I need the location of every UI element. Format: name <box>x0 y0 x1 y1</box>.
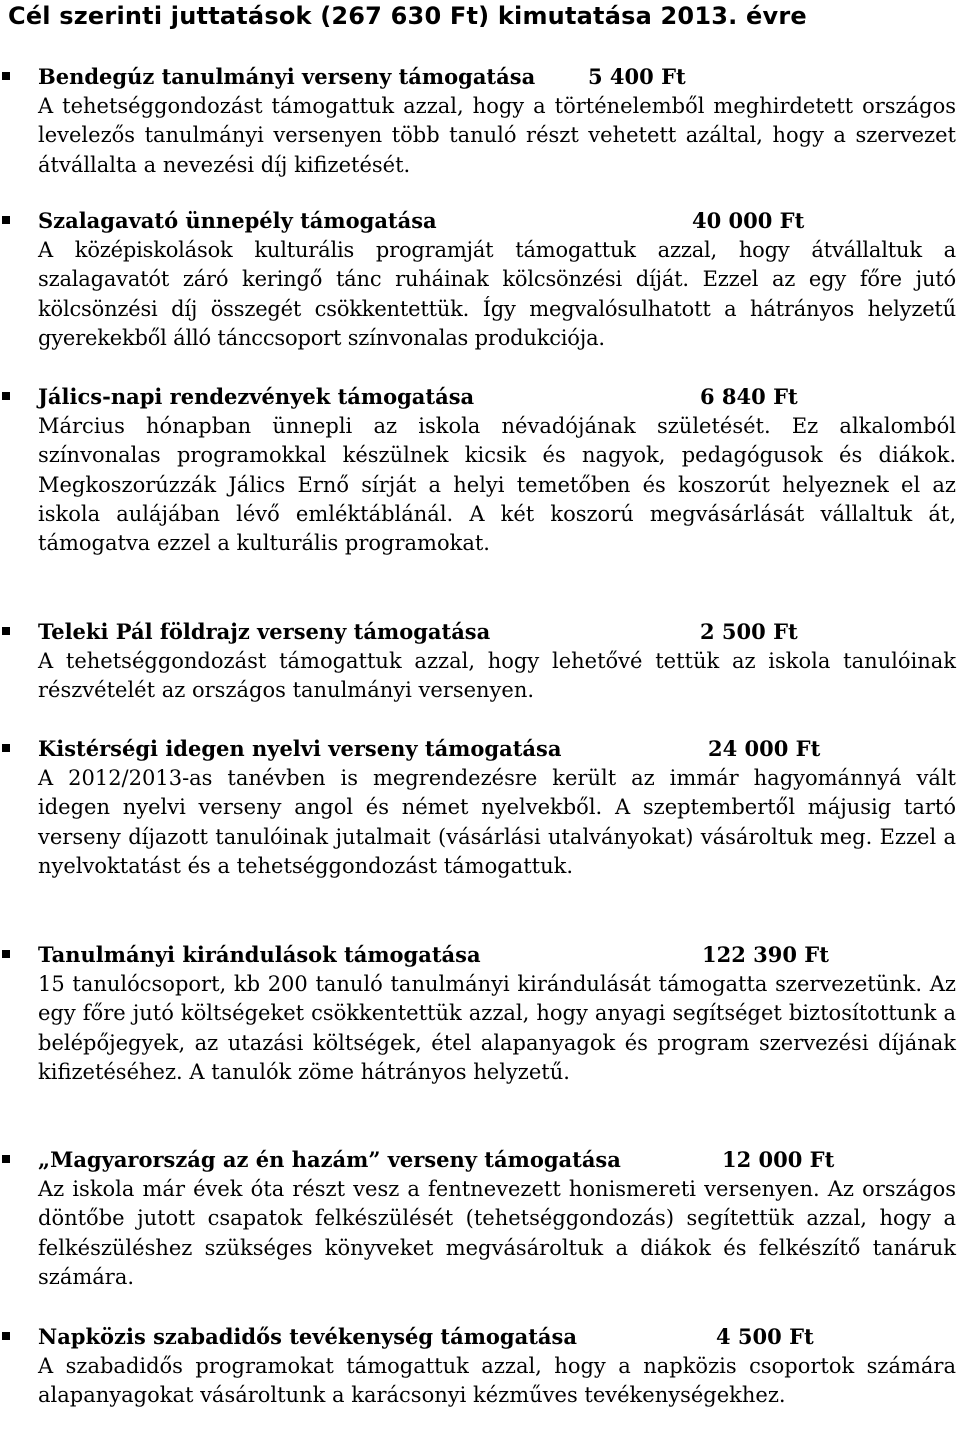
section-magyarorszag-az-en-hazam <box>0 1145 960 1292</box>
square-bullet-icon <box>2 1155 10 1163</box>
section-heading <box>0 62 960 92</box>
section-title: Napközis szabadidős tevékenység támogatása <box>38 1324 577 1349</box>
section-amount: 122 390 Ft <box>702 942 829 967</box>
section-title: Teleki Pál földrajz verseny támogatása <box>38 619 491 644</box>
section-bendeguz <box>0 62 960 180</box>
section-body: A középiskolások kulturális programját támogattuk azzal, hogy átvállaltuk a szalagavatót záró keringő tánc ruháinak kölcsönzési díját. Ezzel az egy főre jutó kölcsönzési díj összegét csökkentettük. Így megvalósulhatott a hátrányos helyzetű gyerekekből álló tánccsoport színvonalas produkciója. <box>38 238 956 350</box>
section-kistersegi-verseny <box>0 734 960 881</box>
section-body: Március hónapban ünnepli az iskola névadójának születését. Ez alkalomból színvonalas programokkal készülnek kicsik és nagyok, pedagógusok és diákok. Megkoszorúzzák Jálics Ernő sírját a helyi temetőben és koszorút helyeznek el az iskola aulájában lévő emléktáblánál. A két koszorú megvásárlását vállaltuk át, támogatva ezzel a kulturális programokat. <box>38 414 956 556</box>
section-title: Jálics-napi rendezvények támogatása <box>38 384 475 409</box>
section-szalagavato <box>0 206 960 353</box>
section-amount: 12 000 Ft <box>722 1147 835 1172</box>
section-body: 15 tanulócsoport, kb 200 tanuló tanulmányi kirándulását támogatta szervezetünk. Az egy főre jutó költségeket csökkentettük azzal, hogy anyagi segítséget biztosítottunk a belépőjegyek, az utazási költségek, étel alapanyagok és program szervezési díjának kifizetéséhez. A tanulók zöme hátrányos helyzetű. <box>38 972 956 1084</box>
section-heading <box>0 734 960 764</box>
section-heading <box>0 940 960 970</box>
section-body: A tehetséggondozást támogattuk azzal, hogy a történelemből meghirdetett országos levelezős tanulmányi versenyen több tanuló részt vehetett azáltal, hogy a szervezet átvállalta a nevezési díj kifizetését. <box>38 94 956 177</box>
square-bullet-icon <box>2 950 10 958</box>
section-body: A 2012/2013-as tanévben is megrendezésre került az immár hagyománnyá vált idegen nyelvi verseny angol és német nyelvekből. A szeptembertől májusig tartó verseny díjazott tanulóinak jutalmait (vásárlási utalványokat) vásároltuk meg. Ezzel a nyelvoktatást és a tehetséggondozást támogattuk. <box>38 766 956 878</box>
section-amount: 6 840 Ft <box>700 384 798 409</box>
section-amount: 2 500 Ft <box>700 619 798 644</box>
section-title: Tanulmányi kirándulások támogatása <box>38 942 481 967</box>
section-body: A tehetséggondozást támogattuk azzal, hogy lehetővé tettük az iskola tanulóinak részvételét az országos tanulmányi versenyen. <box>38 649 956 703</box>
section-title: Szalagavató ünnepély támogatása <box>38 208 437 233</box>
square-bullet-icon <box>2 1332 10 1340</box>
square-bullet-icon <box>2 392 10 400</box>
page-title: Cél szerinti juttatások (267 630 Ft) kimutatása 2013. évre <box>8 2 807 30</box>
section-title: „Magyarország az én hazám” verseny támogatása <box>38 1147 621 1172</box>
section-napkozis-szabadido <box>0 1322 960 1411</box>
section-amount: 40 000 Ft <box>692 208 805 233</box>
square-bullet-icon <box>2 72 10 80</box>
section-body: Az iskola már évek óta részt vesz a fentnevezett honismereti versenyen. Az országos döntőbe jutott csapatok felkészülését (tehetséggondozás) segítettük azzal, hogy a felkészüléshez szükséges könyveket megvásároltuk a diákok és felkészítő tanáruk számára. <box>38 1177 956 1289</box>
section-heading <box>0 1322 960 1352</box>
section-amount: 5 400 Ft <box>588 64 686 89</box>
section-heading <box>0 1145 960 1175</box>
section-heading <box>0 617 960 647</box>
section-title: Bendegúz tanulmányi verseny támogatása <box>38 64 536 89</box>
square-bullet-icon <box>2 216 10 224</box>
section-tanulmanyi-kirandulasok <box>0 940 960 1087</box>
section-jalics-napi <box>0 382 960 558</box>
section-heading <box>0 382 960 412</box>
section-amount: 4 500 Ft <box>716 1324 814 1349</box>
section-body: A szabadidős programokat támogattuk azzal, hogy a napközis csoportok számára alapanyagokat vásároltunk a karácsonyi kézműves tevékenységekhez. <box>38 1354 956 1408</box>
section-amount: 24 000 Ft <box>708 736 821 761</box>
square-bullet-icon <box>2 744 10 752</box>
section-heading <box>0 206 960 236</box>
section-title: Kistérségi idegen nyelvi verseny támogatása <box>38 736 562 761</box>
square-bullet-icon <box>2 627 10 635</box>
section-teleki-pal <box>0 617 960 706</box>
